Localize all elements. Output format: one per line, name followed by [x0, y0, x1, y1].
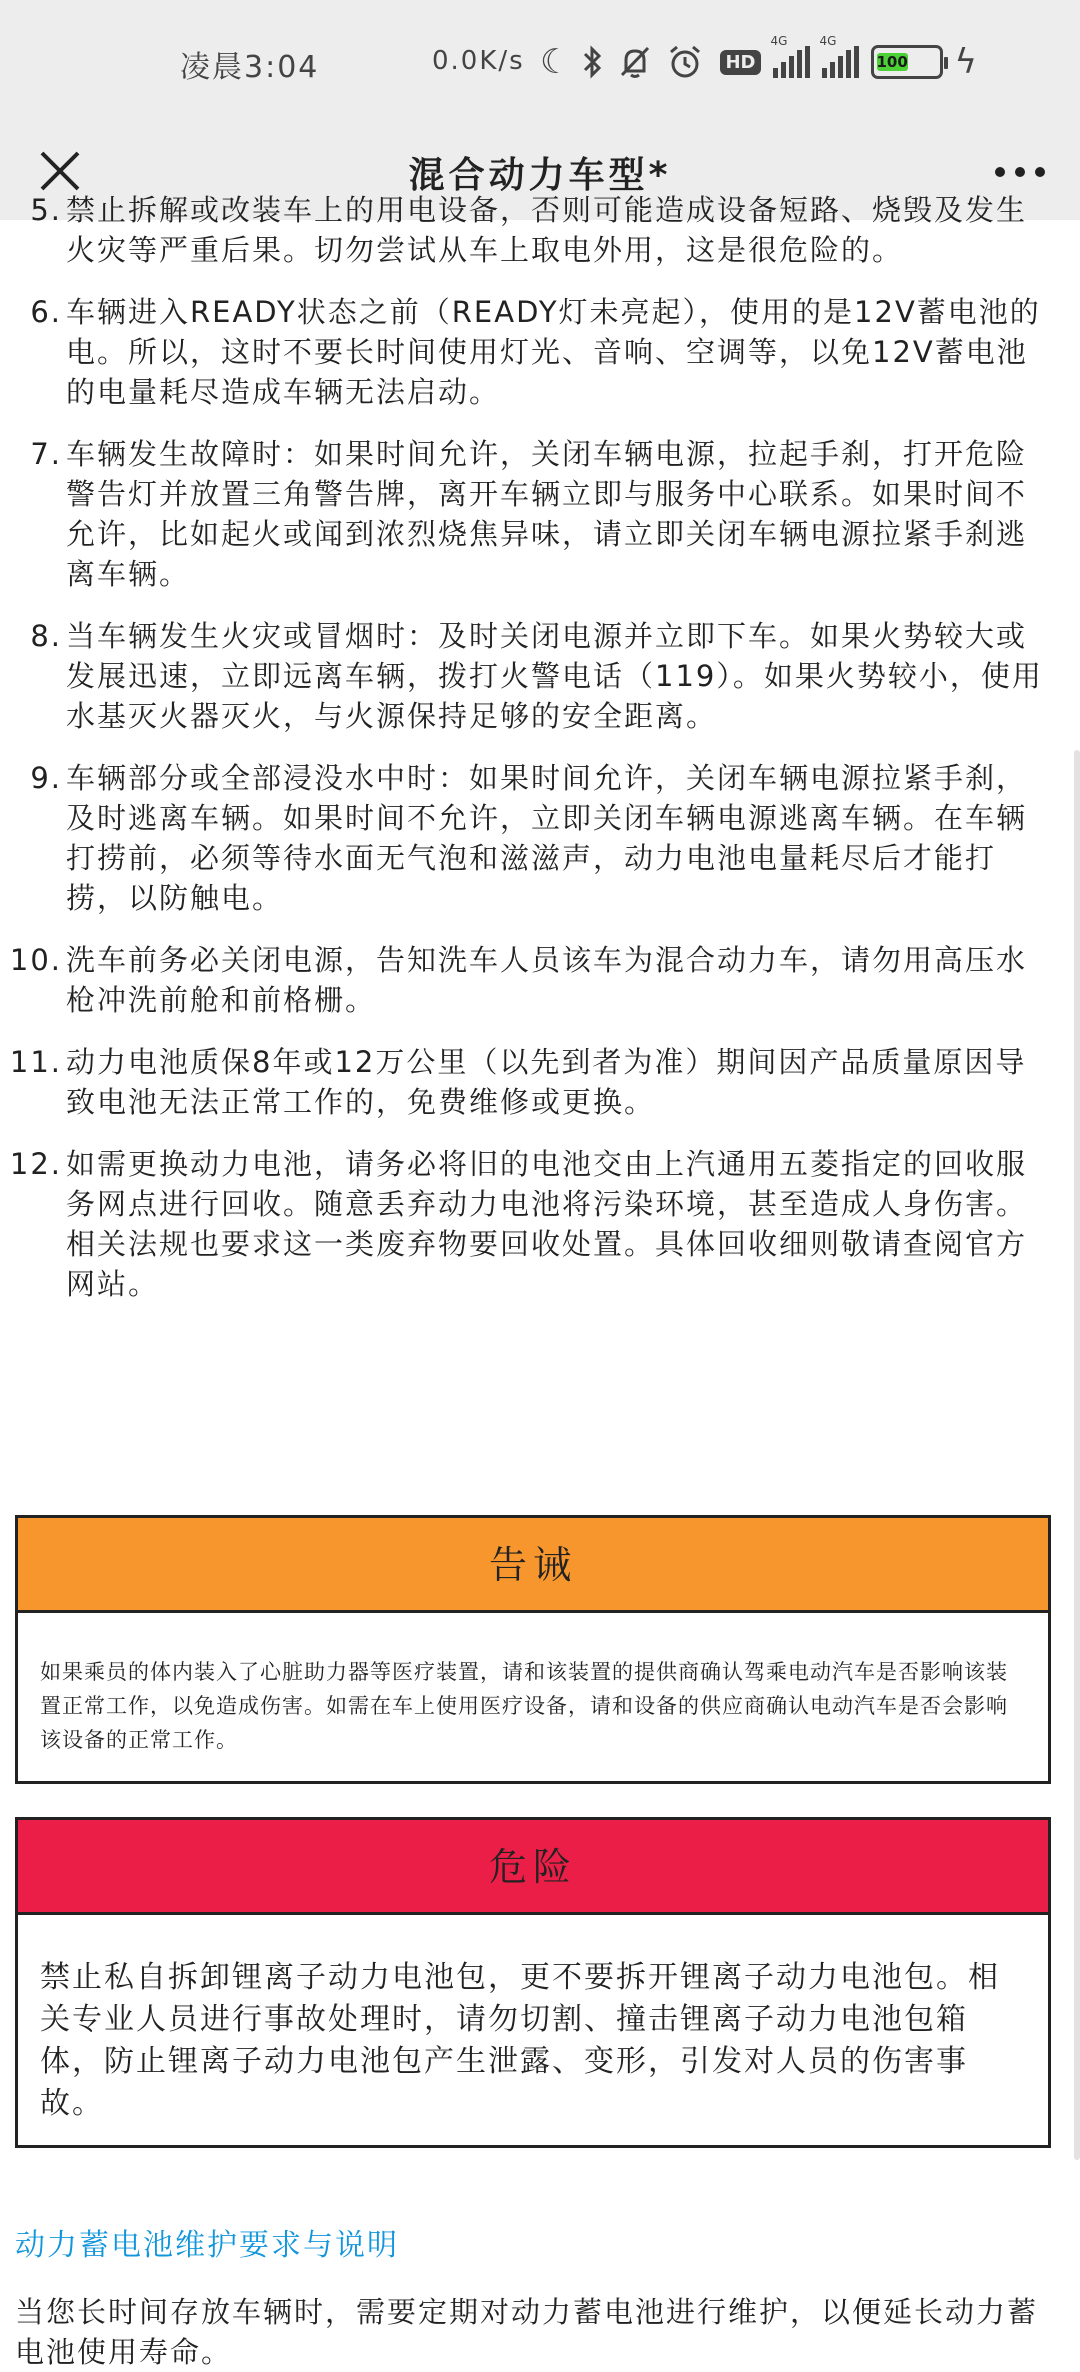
danger-body: 禁止私自拆卸锂离子动力电池包，更不要拆开锂离子动力电池包。相关专业人员进行事故处理时，请勿切割、撞击锂离子动力电池包箱体，防止锂离子动力电池包产生泄露、变形，引发对人员的伤害事故。 — [40, 1960, 1000, 2121]
danger-box — [15, 1817, 1051, 2148]
warning-body: 如果乘员的体内装入了心脏助力器等医疗装置，请和该装置的提供商确认驾乘电动汽车是否影响该装置正常工作，以免造成伤害。如需在车上使用医疗设备，请和设备的供应商确认电动汽车是否会影响该设备的正常工作。 — [40, 1660, 1008, 1752]
status-icons — [540, 34, 977, 86]
item-number: 5. — [30, 193, 62, 227]
item-text: 动力电池质保8年或12万公里（以先到者为准）期间因产品质量原因导致电池无法正常工作的，免费维修或更换。 — [66, 1045, 1027, 1119]
dot-icon — [995, 167, 1005, 177]
item-number: 7. — [30, 437, 62, 471]
list-item — [0, 292, 1080, 412]
item-text: 如需更换动力电池，请务必将旧的电池交由上汽通用五菱指定的回收服务网点进行回收。随意丢弃动力电池将污染环境，甚至造成人身伤害。相关法规也要求这一类废弃物要回收处置。具体回收细则敬请查阅官方网站。 — [66, 1147, 1028, 1301]
network-type-label-2: 4G — [819, 34, 837, 48]
battery-icon — [871, 45, 943, 79]
item-number: 10. — [9, 943, 62, 977]
warning-box — [15, 1515, 1051, 1784]
item-text: 禁止拆解或改装车上的用电设备，否则可能造成设备短路、烧毁及发生火灾等严重后果。切勿尝试从车上取电外用，这是很危险的。 — [66, 193, 1028, 267]
article-content[interactable] — [0, 193, 1080, 2369]
list-item — [0, 190, 1080, 270]
page-title: 混合动力车型* — [408, 155, 672, 196]
safety-list — [0, 190, 1080, 1326]
section-paragraph: 当您长时间存放车辆时，需要定期对动力蓄电池进行维护，以便延长动力蓄电池使用寿命。 — [15, 2295, 1039, 2369]
list-item — [0, 616, 1080, 736]
danger-title: 危险 — [18, 1820, 1048, 1915]
item-text: 车辆发生故障时：如果时间允许，关闭车辆电源，拉起手刹，打开危险警告灯并放置三角警告牌，离开车辆立即与服务中心联系。如果时间不允许，比如起火或闻到浓烈烧焦异味，请立即关闭车辆电源拉紧手刹逃离车辆。 — [66, 437, 1028, 591]
item-number: 8. — [30, 619, 62, 653]
signal-icon — [770, 34, 810, 78]
list-item — [0, 1144, 1080, 1304]
signal-icon-2 — [819, 34, 859, 78]
mute-icon — [616, 43, 654, 81]
list-item — [0, 1042, 1080, 1122]
item-number: 11. — [9, 1045, 62, 1079]
dot-icon — [1035, 167, 1045, 177]
bluetooth-icon — [582, 44, 604, 80]
item-number: 6. — [30, 295, 62, 329]
battery-level: 100 — [876, 53, 908, 71]
network-type-label: 4G — [770, 34, 788, 48]
status-time: 凌晨3:04 — [180, 50, 320, 85]
scrollbar[interactable] — [1074, 750, 1080, 2160]
item-text: 洗车前务必关闭电源，告知洗车人员该车为混合动力车，请勿用高压水枪冲洗前舱和前格栅。 — [66, 943, 1028, 1017]
list-item — [0, 758, 1080, 918]
more-options-button[interactable] — [990, 157, 1050, 187]
hd-badge: HD — [720, 50, 760, 75]
alarm-icon — [666, 43, 704, 81]
list-item — [0, 434, 1080, 594]
warning-title: 告诫 — [18, 1518, 1048, 1613]
charging-icon: ϟ — [954, 42, 977, 82]
list-item — [0, 940, 1080, 1020]
item-number: 12. — [9, 1147, 62, 1181]
dot-icon — [1015, 167, 1025, 177]
section-heading: 动力蓄电池维护要求与说明 — [15, 2228, 399, 2263]
status-bar — [0, 0, 1080, 125]
moon-icon: ☾ — [540, 42, 571, 82]
network-speed: 0.0K/s — [432, 46, 525, 76]
item-text: 车辆进入READY状态之前（READY灯未亮起），使用的是12V蓄电池的电。所以，这时不要长时间使用灯光、音响、空调等，以免12V蓄电池的电量耗尽造成车辆无法启动。 — [66, 295, 1041, 409]
item-text: 车辆部分或全部浸没水中时：如果时间允许，关闭车辆电源拉紧手刹，及时逃离车辆。如果时间不允许，立即关闭车辆电源逃离车辆。在车辆打捞前，必须等待水面无气泡和滋滋声，动力电池电量耗尽后才能打捞，以防触电。 — [66, 761, 1028, 915]
item-text: 当车辆发生火灾或冒烟时：及时关闭电源并立即下车。如果火势较大或发展迅速，立即远离车辆，拨打火警电话（119）。如果火势较小，使用水基灭火器灭火，与火源保持足够的安全距离。 — [66, 619, 1043, 733]
item-number: 9. — [30, 761, 62, 795]
